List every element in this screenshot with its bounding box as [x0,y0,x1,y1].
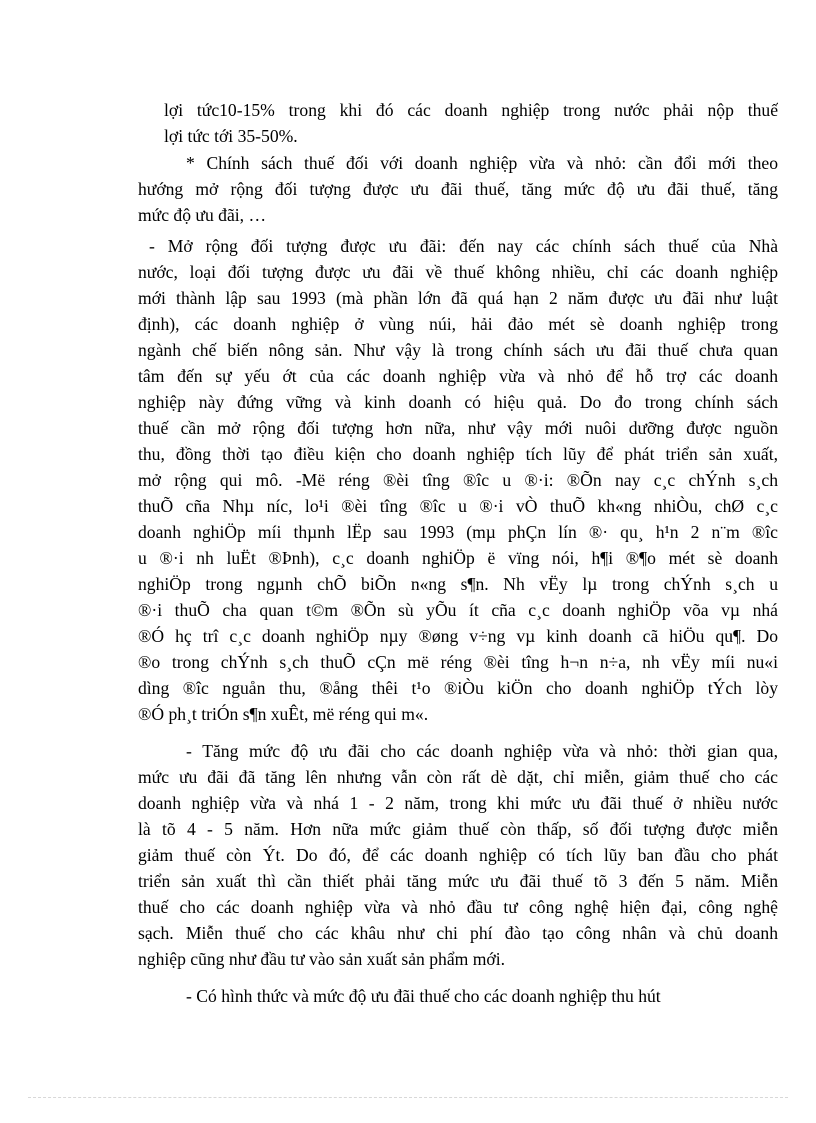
page-bottom-divider [28,1097,788,1098]
text-line: - Tăng mức độ ưu đãi cho các doanh nghiệp vừa và nhỏ: thời gian qua, [186,741,778,761]
text-line: mức độ ưu đãi, … [138,205,267,225]
text-line: - Có hình thức và mức độ ưu đãi thuế cho các doanh nghiệp thu hút [186,986,661,1006]
text-line: thuế cho các doanh nghiệp vừa và nhỏ đầu tư công nghệ hiện đại, công nghệ [138,897,778,917]
text-line: định), các doanh nghiệp ở vùng núi, hải đảo mét sè doanh nghiệp trong [138,314,778,334]
text-line: thuÕ cña Nhµ níc, lo¹i ®èi tîng ®îc u ®·i vÒ thuÕ kh«ng nhiÒu, chØ c¸c [138,496,778,516]
text-line: - Mở rộng đối tượng được ưu đãi: đến nay các chính sách thuế của Nhà [149,236,778,256]
text-line: nước, loại đối tượng được ưu đãi về thuế không nhiều, chỉ các doanh nghiệp [138,262,778,282]
text-line: ®·i thuÕ cha quan t©m ®Õn sù yÕu ít cña c¸c doanh nghiÖp võa vµ nhá [138,600,778,620]
text-line: * Chính sách thuế đối với doanh nghiệp vừa và nhỏ: cần đổi mới theo [186,153,778,173]
text-line: tâm đến sự yếu ớt của các doanh nghiệp vừa và nhỏ để hỗ trợ các doanh [138,366,778,386]
text-line: là tõ 4 - 5 năm. Hơn nữa mức giảm thuế còn thấp, số đối tượng được miễn [138,819,778,839]
text-line: dìng ®îc nguån thu, ®ång thêi t¹o ®iÒu kiÖn cho doanh nghiÖp tÝch lòy [138,678,778,698]
text-line: mới thành lập sau 1993 (mà phần lớn đã quá hạn 2 năm được ưu đãi như luật [138,288,778,308]
text-line: triển sản xuất thì cần thiết phải tăng mức ưu đãi thuế tõ 3 đến 5 năm. Miễn [138,871,778,891]
text-line: ®o trong chÝnh s¸ch thuÕ cÇn më réng ®èi tîng h¬n n÷a, nh vËy míi nu«i [138,652,778,672]
text-line: u ®·i nh luËt ®Þnh), c¸c doanh nghiÖp ë vïng nói, h¶i ®¶o mét sè doanh [138,548,778,568]
text-line: nghiệp này đứng vững và kinh doanh có hiệu quả. Do đo trong chính sách [138,392,778,412]
text-line: mở rộng qui mô. -Më réng ®èi tîng ®îc u ®·i: ®Õn nay c¸c chÝnh s¸ch [138,470,778,490]
text-line: giảm thuế còn Ýt. Do đó, để các doanh nghiệp có tích lũy ban đầu cho phát [138,845,778,865]
text-line: lợi tức tới 35-50%. [164,126,298,146]
text-line: thuế cần mở rộng đối tượng hơn nữa, như vậy mới nuôi dưỡng được nguồn [138,418,778,438]
text-line: nghiệp cũng như đầu tư vào sản xuất sản phẩm mới. [138,949,505,969]
text-line: ngành chế biến nông sản. Như vậy là trong chính sách ưu đãi thuế chưa quan [138,340,778,360]
text-line: ®Ó hç trî c¸c doanh nghiÖp nµy ®øng v÷ng vµ kinh doanh cã hiÖu qu¶. Do [138,626,778,646]
text-line: nghiÖp trong ngµnh chÕ biÕn n«ng s¶n. Nh vËy lµ trong chÝnh s¸ch u [138,574,778,594]
text-line: doanh nghiệp vừa và nhá 1 - 2 năm, trong khi mức ưu đãi thuế ở nhiều nước [138,793,778,813]
text-line: ®Ó ph¸t triÓn s¶n xuÊt, më réng qui m«. [138,704,429,724]
text-line: doanh nghiÖp míi thµnh lËp sau 1993 (mµ phÇn lín ®· qu¸ h¹n 2 n¨m ®îc [138,522,778,542]
text-line: mức ưu đãi đã tăng lên nhưng vẫn còn rất dè dặt, chỉ miễn, giảm thuế cho các [138,767,778,787]
text-line: hướng mở rộng đối tượng được ưu đãi thuế, tăng mức độ ưu đãi thuế, tăng [138,179,778,199]
text-line: lợi tức10-15% trong khi đó các doanh nghiệp trong nước phải nộp thuế [164,100,778,120]
text-line: thu, đồng thời tạo điều kiện cho doanh nghiệp tích lũy để phát triển sản xuất, [138,444,778,464]
text-line: sạch. Miễn thuế cho các khâu như chi phí đào tạo công nhân và chủ doanh [138,923,778,943]
